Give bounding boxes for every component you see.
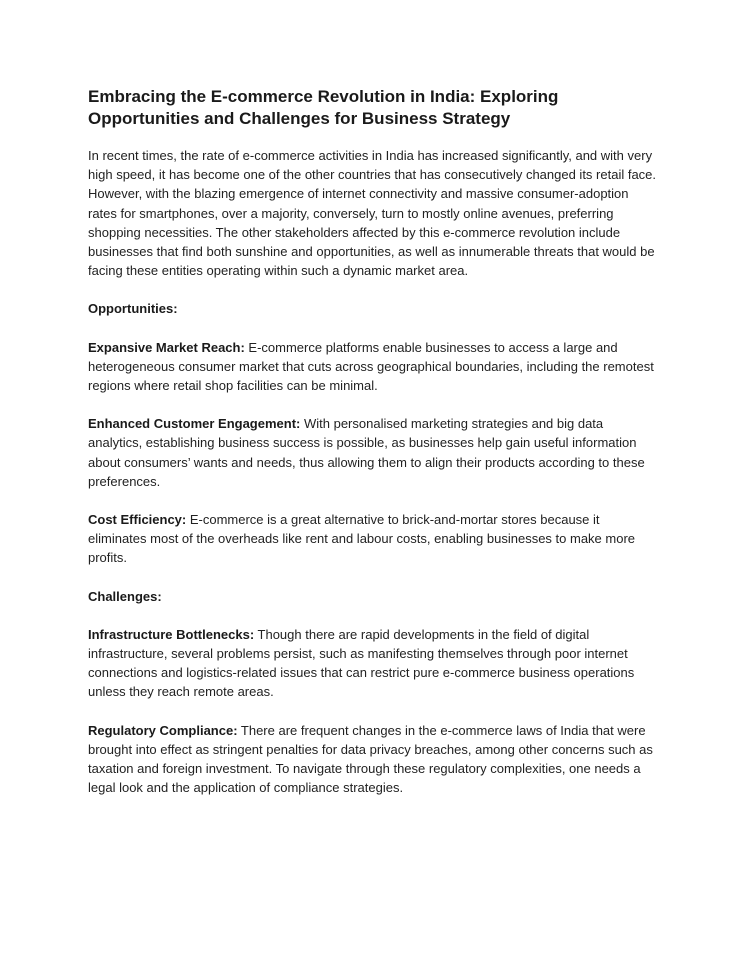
challenges-heading: Challenges: bbox=[88, 588, 162, 604]
document-title: Embracing the E-commerce Revolution in India: Exploring Opportunities and Challenges for Business Strategy bbox=[88, 87, 559, 128]
item-text: Though there are rapid developments in the field of digital infrastructure, several problems persist, such as manifesting themselves through poor internet connections and logistics-related issues that can restrict pure e-commerce business operations unless they reach remote areas. bbox=[88, 626, 635, 700]
item-label: Expansive Market Reach: bbox=[88, 339, 245, 355]
challenge-regulatory bbox=[88, 721, 660, 798]
opportunity-market-reach bbox=[88, 338, 660, 396]
item-label: Infrastructure Bottlenecks: bbox=[88, 626, 255, 642]
opportunities-heading: Opportunities: bbox=[88, 301, 178, 317]
item-label: Enhanced Customer Engagement: bbox=[88, 416, 301, 432]
intro-paragraph: In recent times, the rate of e-commerce activities in India has increased significantly, and with very high speed, it has become one of the other countries that has consecutively changed its retail face. However, with the blazing emergence of internet connectivity and massive consumer-adoption rates for smartphones, over a majority, conversely, turn to mostly online avenues, preferring shopping necessities. The other stakeholders affected by this e-commerce revolution include businesses that find both sunshine and opportunities, as well as innumerable threats that would be facing these entities operating within such a dynamic market area. bbox=[88, 148, 657, 279]
document-page bbox=[88, 86, 660, 816]
item-text: E-commerce platforms enable businesses to access a large and heterogeneous consumer market that cuts across geographical boundaries, including the remotest regions where retail shop facilities can be minimal. bbox=[88, 339, 654, 394]
item-text: With personalised marketing strategies and big data analytics, establishing business success is possible, as businesses help gain useful information about consumers’ wants and needs, thus allowing them to align their products according to these preferences. bbox=[88, 416, 645, 489]
item-text: E-commerce is a great alternative to brick-and-mortar stores because it eliminates most of the overheads like rent and labour costs, enabling businesses to make more profits. bbox=[88, 512, 636, 566]
opportunity-customer-engagement bbox=[88, 414, 660, 491]
item-text: There are frequent changes in the e-commerce laws of India that were brought into effect as stringent penalties for data privacy breaches, among other concerns such as taxation and foreign investment. To navigate through these regulatory complexities, one needs a legal look and the application of compliance strategies. bbox=[88, 722, 653, 796]
challenge-infrastructure bbox=[88, 625, 660, 702]
opportunities-section bbox=[88, 299, 660, 567]
opportunity-cost-efficiency bbox=[88, 510, 660, 568]
challenges-section bbox=[88, 587, 660, 798]
item-label: Cost Efficiency: bbox=[88, 512, 187, 528]
item-label: Regulatory Compliance: bbox=[88, 722, 238, 738]
